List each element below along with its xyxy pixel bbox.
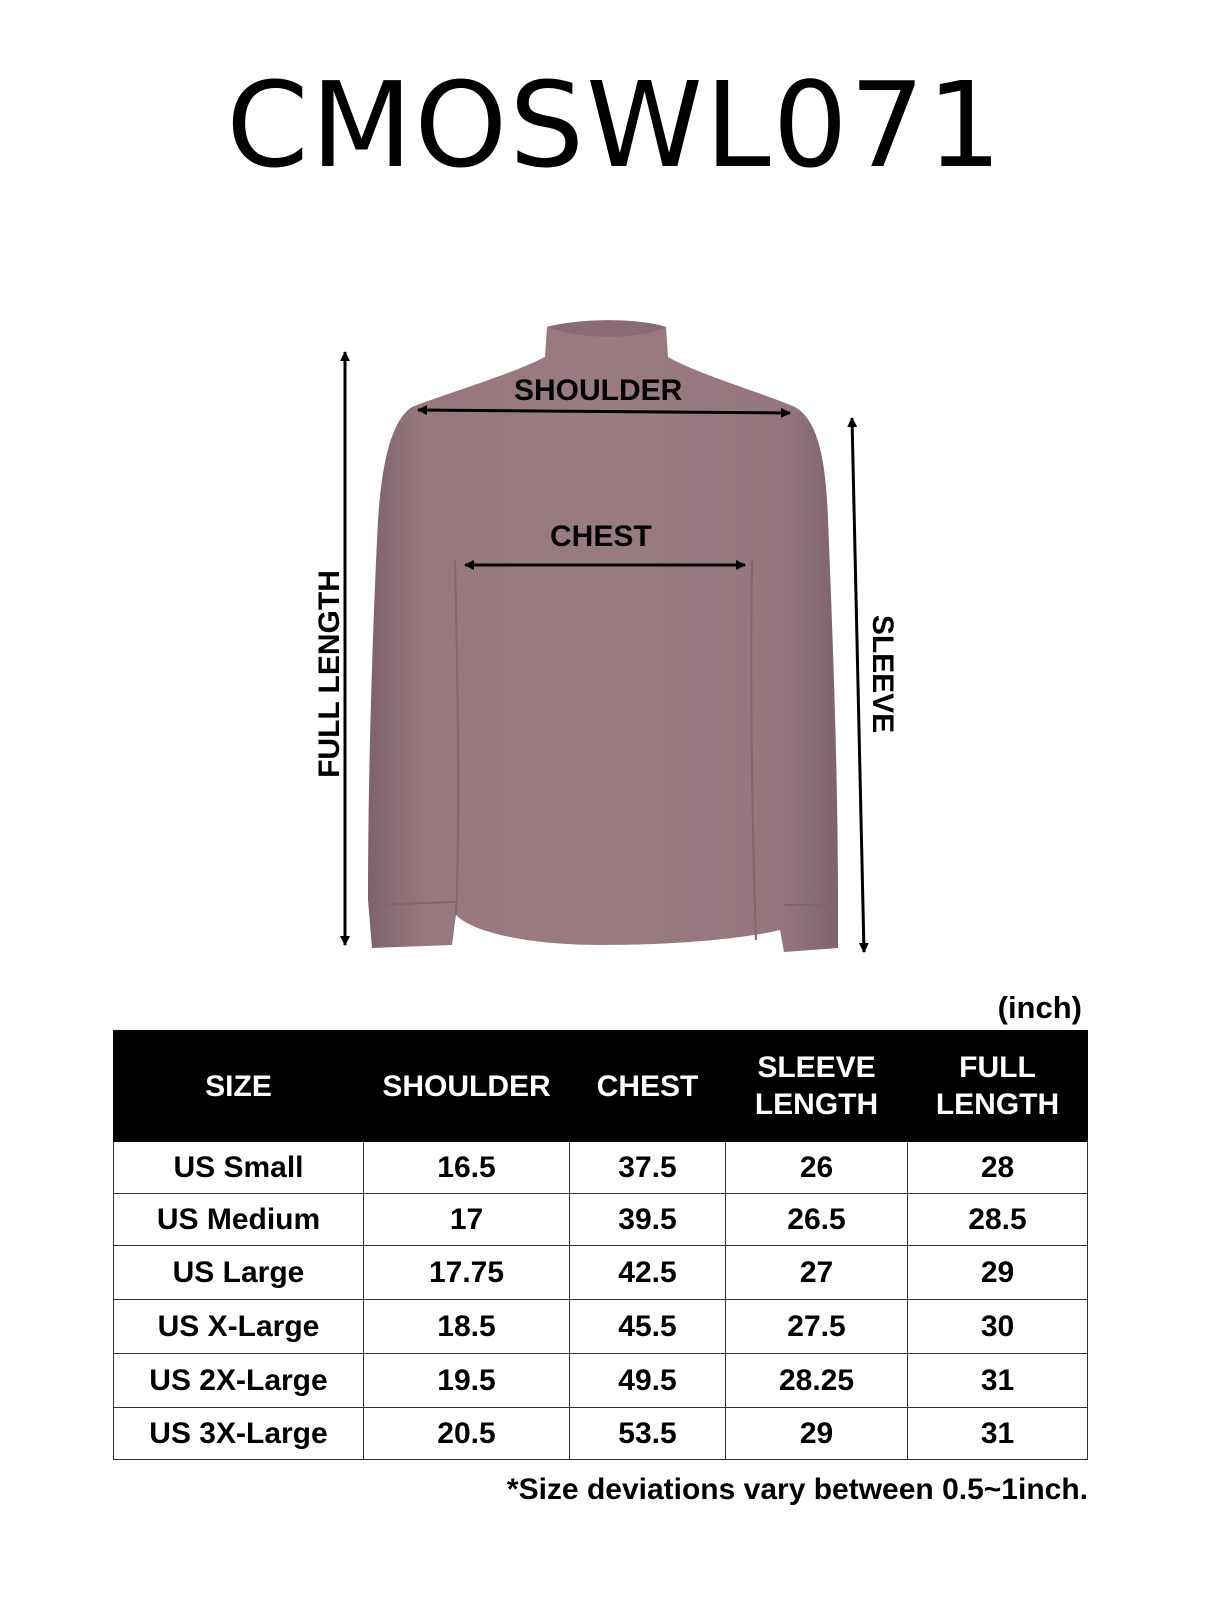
table-cell: 19.5 [364,1354,570,1408]
table-cell: US Medium [114,1194,364,1246]
table-cell: US Large [114,1246,364,1300]
table-cell: 17 [364,1194,570,1246]
header-shoulder: SHOULDER [364,1031,570,1142]
table-cell: 39.5 [570,1194,726,1246]
table-cell: 27.5 [726,1300,908,1354]
full-length-label: FULL LENGTH [313,570,346,778]
table-cell: 26.5 [726,1194,908,1246]
table-row [114,1354,1088,1408]
table-cell: 37.5 [570,1142,726,1194]
header-full-length: FULL LENGTH [908,1031,1088,1142]
table-row [114,1408,1088,1460]
sleeve-label: SLEEVE [866,614,899,734]
table-cell: 31 [908,1354,1088,1408]
header-sleeve-length: SLEEVE LENGTH [726,1031,908,1142]
size-deviation-note: *Size deviations vary between 0.5~1inch. [506,1473,1088,1506]
table-cell: 16.5 [364,1142,570,1194]
table-row [114,1194,1088,1246]
table-cell: 45.5 [570,1300,726,1354]
table-cell: 29 [726,1408,908,1460]
table-cell: US 3X-Large [114,1408,364,1460]
chest-label: CHEST [550,520,652,553]
table-cell: US Small [114,1142,364,1194]
size-chart-table [113,1030,1088,1460]
product-code-title: CMOSWL071 [226,56,1004,194]
table-cell: 28 [908,1142,1088,1194]
table-cell: 49.5 [570,1354,726,1408]
table-cell: 30 [908,1300,1088,1354]
table-cell: 31 [908,1408,1088,1460]
table-header-row [114,1031,1088,1142]
table-cell: 27 [726,1246,908,1300]
shoulder-label: SHOULDER [514,374,683,407]
table-cell: US X-Large [114,1300,364,1354]
header-size: SIZE [114,1031,364,1142]
table-cell: 53.5 [570,1408,726,1460]
header-chest: CHEST [570,1031,726,1142]
table-row [114,1246,1088,1300]
table-cell: 20.5 [364,1408,570,1460]
table-cell: 26 [726,1142,908,1194]
table-cell: 18.5 [364,1300,570,1354]
unit-label: (inch) [997,990,1082,1025]
table-cell: 42.5 [570,1246,726,1300]
table-cell: 17.75 [364,1246,570,1300]
table-row [114,1142,1088,1194]
table-cell: 28.25 [726,1354,908,1408]
table-cell: US 2X-Large [114,1354,364,1408]
table-row [114,1300,1088,1354]
table-cell: 28.5 [908,1194,1088,1246]
shirt-body [368,320,838,952]
sleeve-arrow [852,418,864,952]
table-cell: 29 [908,1246,1088,1300]
